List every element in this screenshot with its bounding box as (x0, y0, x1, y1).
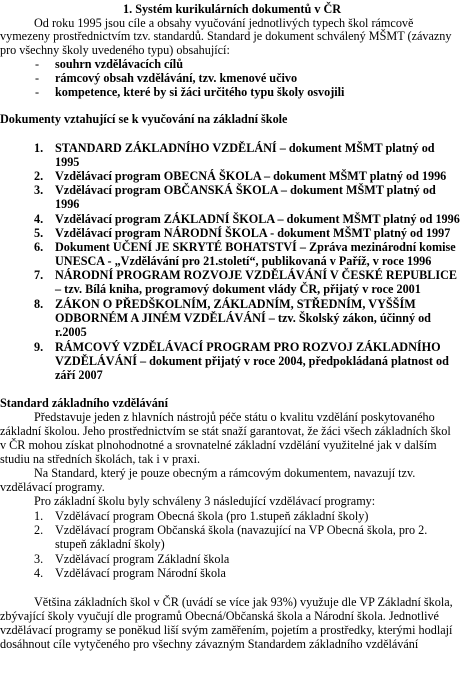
paragraph-line: vzdělávací programy. (0, 480, 105, 494)
paragraph-line: Pro základní školu byly schváleny 3 následující vzdělávací programy: (34, 494, 376, 508)
intro-line: Od roku 1995 jsou cíle a obsahy vyučování jednotlivých typech škol rámcově (34, 16, 414, 30)
document-item: NÁRODNÍ PROGRAM ROZVOJE VZDĚLÁVÁNÍ V ČESKÉ REPUBLICE (55, 268, 457, 282)
document-item: 1995 (55, 155, 80, 169)
list-number: 5. (34, 226, 44, 240)
document-item: Vzdělávací program ZÁKLADNÍ ŠKOLA – dokument MŠMT platný od 1996 (55, 212, 460, 226)
list-number: 3. (34, 183, 44, 197)
paragraph-line: dosáhnout cíle vytyčeného pro všechny závazným Standardem základního vzdělávání (0, 637, 419, 651)
intro-line: pro všechny školy uvedeného typu) obsahující: (0, 43, 230, 57)
paragraph-line: v ČR mohou získat plnohodnotné a srovnatelné základní vzdělání využitelné jak v dalším (0, 438, 437, 452)
paragraph-line: vzdělávací programy se poněkud liší svým zaměřením, pojetím a prostředky, kterými hodlají (0, 623, 453, 637)
standard-part: rámcový obsah vzdělávání, tzv. kmenové učivo (55, 71, 298, 85)
program-item: Vzdělávací program Obecná škola (pro 1.stupeň základní školy) (55, 509, 369, 523)
document-item: Dokument UČENÍ JE SKRYTÉ BOHATSTVÍ – Zpráva mezinárodní komise (55, 240, 456, 254)
paragraph-line: základní školou. Jeho prostřednictvím se stát snaží garantovat, že žáci všech základních škol (0, 424, 451, 438)
document-item: RÁMCOVÝ VZDĚLÁVACÍ PROGRAM PRO ROZVOJ ZÁKLADNÍHO (55, 340, 441, 354)
list-number: 3. (34, 552, 44, 566)
program-item: Vzdělávací program Národní škola (55, 566, 226, 580)
document-item: VZDĚLÁVÁNÍ – dokument přijatý v roce 2004, předpokládaná platnost od (55, 354, 449, 368)
document-item: ZÁKON O PŘEDŠKOLNÍM, ZÁKLADNÍM, STŘEDNÍM, VYŠŠÍM (55, 297, 416, 311)
paragraph-line: Představuje jeden z hlavních nástrojů péče státu o kvalitu vzdělání poskytovaného (34, 410, 435, 424)
standard-part: souhrn vzdělávacích cílů (55, 57, 183, 71)
paragraph-line: zbývající školy vyučují dle programů Obecná/Občanská škola a Národní škola. Jednotlivé (0, 609, 439, 623)
list-number: 6. (34, 240, 44, 254)
dash-bullet: - (35, 71, 40, 85)
document-item: – tzv. Bílá kniha, programový dokument vlády ČR, přijatý v roce 2001 (55, 282, 421, 296)
document-item: 1996 (55, 197, 80, 211)
list-number: 2. (34, 169, 44, 183)
document-item: UNESCA - „Vzdělávání pro 21.století“, publikovaná v Paříž, v roce 1996 (55, 254, 432, 268)
dash-bullet: - (35, 85, 40, 99)
document-item: STANDARD ZÁKLADNÍHO VZDĚLÁNÍ – dokument MŠMT platný od (55, 141, 435, 155)
section-heading: Standard základního vzdělávání (0, 396, 168, 410)
list-number: 7. (34, 268, 44, 282)
list-number: 8. (34, 297, 44, 311)
program-item: stupeň základní školy) (55, 537, 165, 551)
paragraph-line: Na Standard, který je pouze obecným a rámcovým dokumentem, navazují tzv. (34, 466, 416, 480)
document-item: září 2007 (55, 368, 103, 382)
paragraph-line: Většina základních škol v ČR (uvádí se více jak 93%) využuje dle VP Základní škola, (34, 595, 453, 609)
paragraph-line: studiu na středních školách, tak i v praxi. (0, 452, 201, 466)
list-number: 1. (34, 141, 44, 155)
document-item: Vzdělávací program OBECNÁ ŠKOLA – dokument MŠMT platný od 1996 (55, 169, 447, 183)
document-item: Vzdělávací program OBČANSKÁ ŠKOLA – dokument MŠMT platný od (55, 183, 436, 197)
list-number: 2. (34, 523, 44, 537)
document-item: Vzdělávací program NÁRODNÍ ŠKOLA - dokument MŠMT platný od 1997 (55, 226, 451, 240)
document-heading: 1. Systém kurikulárních dokumentů v ČR (123, 2, 342, 16)
intro-line: vymezeny prostřednictvím tzv. standardů. Standard je dokument schválený MŠMT (závazny (0, 29, 452, 43)
list-number: 4. (34, 212, 44, 226)
list-number: 4. (34, 566, 44, 580)
documents-heading: Dokumenty vztahující se k vyučování na základní škole (0, 112, 288, 126)
document-item: ODBORNÉM A JINÉM VZDĚLÁVÁNÍ – tzv. Školský zákon, účinný od (55, 311, 431, 325)
list-number: 1. (34, 509, 44, 523)
standard-part: kompetence, které by si žáci určitého typu školy osvojili (55, 85, 345, 99)
list-number: 9. (34, 340, 44, 354)
document-item: r.2005 (55, 325, 87, 339)
dash-bullet: - (35, 57, 40, 71)
program-item: Vzdělávací program Občanská škola (navazující na VP Obecná škola, pro 2. (55, 523, 428, 537)
program-item: Vzdělávací program Základní škola (55, 552, 230, 566)
